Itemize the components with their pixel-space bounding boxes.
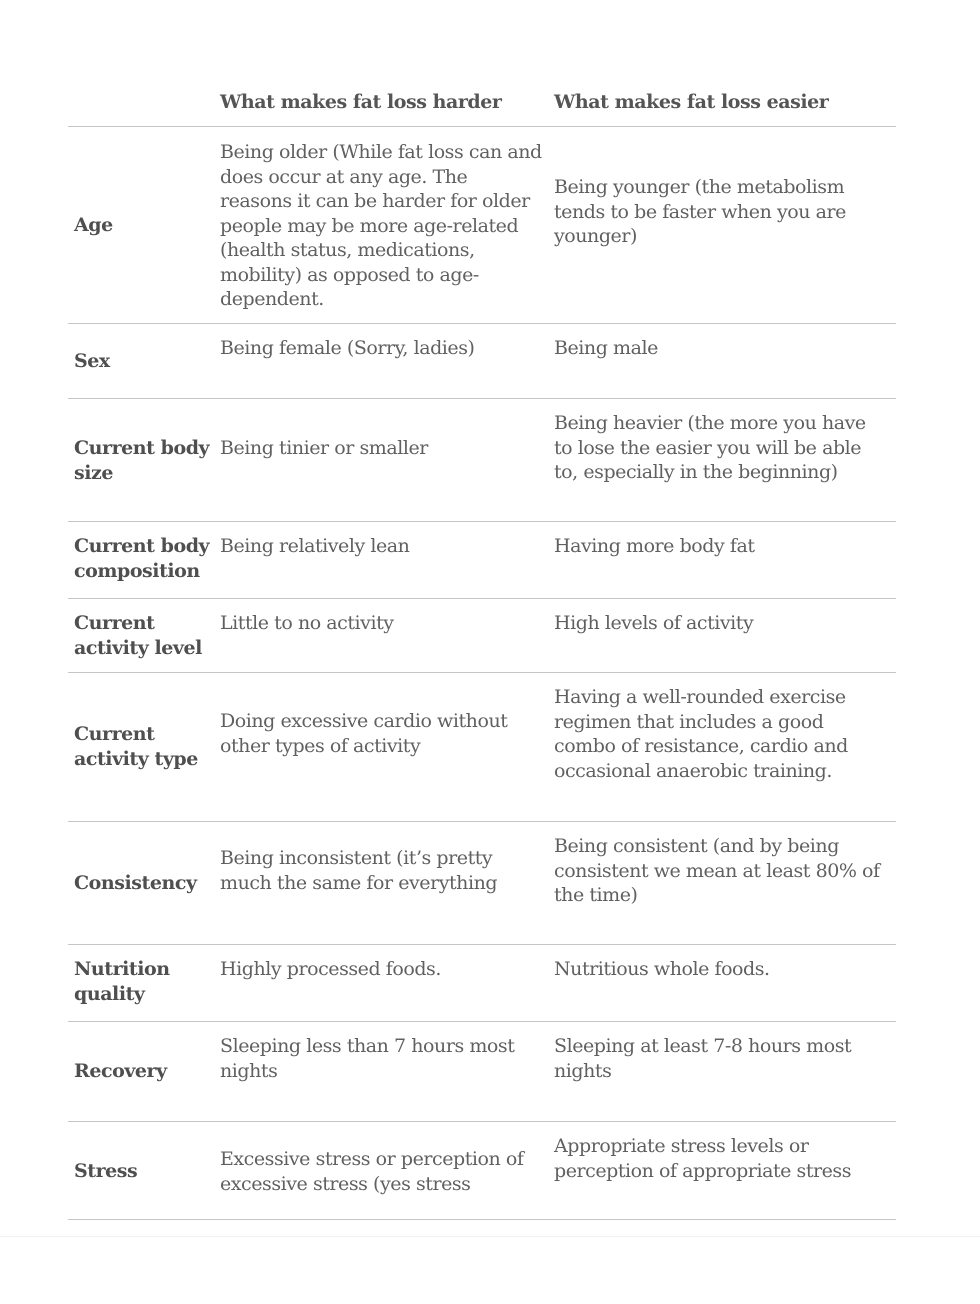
table-row-age [68, 127, 896, 324]
table-row-recovery [68, 1022, 896, 1122]
table-row-body-size [68, 399, 896, 522]
row-harder: Being relatively lean [220, 535, 410, 557]
table-header-row [68, 86, 896, 127]
row-harder: Excessive stress or perception of excessive stress (yes stress [220, 1148, 524, 1195]
row-harder: Being inconsistent (it’s pretty much the same for everything [220, 847, 498, 894]
table-row-sex [68, 324, 896, 399]
row-harder: Doing excessive cardio without other types of activity [220, 710, 508, 757]
row-factor: Stress [74, 1160, 138, 1182]
table-row-stress [68, 1122, 896, 1220]
table-row-activity-type [68, 673, 896, 822]
row-harder: Sleeping less than 7 hours most nights [220, 1035, 515, 1082]
table-row-consistency [68, 822, 896, 945]
row-harder: Being older (While fat loss can and does occur at any age. The reasons it can be harder for older people may be more age-related (health status, medications, mobility) as opposed to age-dependent. [220, 141, 542, 310]
row-easier: Being male [554, 337, 658, 359]
page-bottom-margin [0, 1236, 980, 1304]
row-easier: Being younger (the metabolism tends to be faster when you are younger) [554, 176, 846, 247]
row-easier: High levels of activity [554, 612, 754, 634]
row-factor: Consistency [74, 872, 197, 894]
row-harder: Being tinier or smaller [220, 437, 428, 459]
row-easier: Being consistent (and by being consistent we mean at least 80% of the time) [554, 835, 880, 906]
row-factor: Recovery [74, 1060, 167, 1082]
row-easier: Sleeping at least 7-8 hours most nights [554, 1035, 852, 1082]
row-easier: Being heavier (the more you have to lose the easier you will be able to, especially in the beginning) [554, 412, 866, 483]
row-harder: Being female (Sorry, ladies) [220, 337, 475, 359]
header-harder: What makes fat loss harder [220, 91, 502, 113]
row-factor: Sex [74, 350, 110, 372]
table-row-body-composition [68, 522, 896, 599]
row-factor: Current activity type [74, 723, 198, 770]
row-factor: Age [74, 214, 113, 236]
row-factor: Nutrition quality [74, 958, 170, 1005]
row-factor: Current body composition [74, 535, 210, 582]
row-harder: Highly processed foods. [220, 958, 441, 980]
row-factor: Current activity level [74, 612, 202, 659]
row-easier: Nutritious whole foods. [554, 958, 770, 980]
table-row-activity-level [68, 599, 896, 673]
header-easier: What makes fat loss easier [554, 91, 829, 113]
fat-loss-comparison-table [68, 86, 896, 1220]
table-row-nutrition-quality [68, 945, 896, 1022]
row-harder: Little to no activity [220, 612, 394, 634]
row-easier: Having more body fat [554, 535, 755, 557]
row-factor: Current body size [74, 437, 210, 484]
row-easier: Having a well-rounded exercise regimen that includes a good combo of resistance, cardio and occasional anaerobic training. [554, 686, 848, 782]
row-easier: Appropriate stress levels or perception of appropriate stress [554, 1135, 852, 1182]
